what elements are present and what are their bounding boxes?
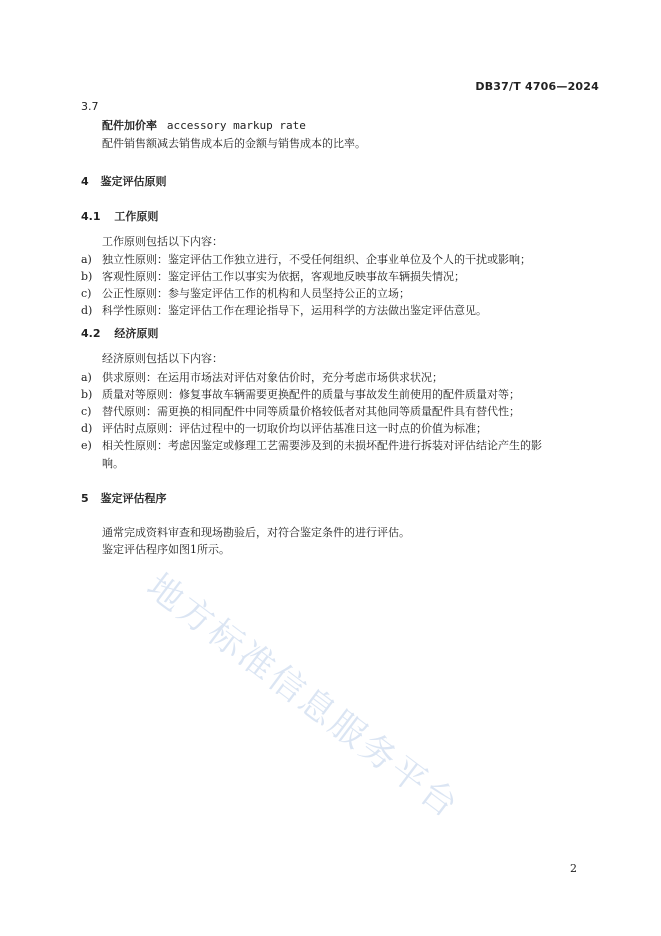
list-item <box>81 253 531 267</box>
list-item-label: b) <box>81 388 93 401</box>
section-title: 鉴定评估原则 <box>100 175 167 188</box>
list-item-text: 替代原则：需更换的相同配件中同等质量价格较低者对其他同等质量配件具有替代性； <box>102 405 520 418</box>
subsection-heading <box>81 210 158 224</box>
term-zh: 配件加价率 <box>102 119 157 132</box>
list-item-label: d) <box>81 304 93 317</box>
list-item-label: b) <box>81 270 93 283</box>
paragraph: 鉴定评估程序如图1所示。 <box>102 543 230 556</box>
clause-number: 3.7 <box>81 100 99 113</box>
paragraph: 通常完成资料审查和现场勘验后，对符合鉴定条件的进行评估。 <box>102 526 410 539</box>
subsection-number: 4.1 <box>81 210 101 223</box>
list-item-text: 质量对等原则：修复事故车辆需要更换配件的质量与事故发生前使用的配件质量对等； <box>102 388 520 401</box>
list-item-continuation: 响。 <box>102 457 124 470</box>
list-item <box>81 422 487 436</box>
watermark: 地方标准信息服务平台 <box>139 566 467 828</box>
document-code: DB37/T 4706—2024 <box>475 80 599 93</box>
paragraph: 经济原则包括以下内容： <box>102 352 223 365</box>
section-number: 4 <box>81 175 89 188</box>
list-item-text: 供求原则：在运用市场法对评估对象估价时，充分考虑市场供求状况； <box>102 371 443 384</box>
subsection-title: 经济原则 <box>114 327 159 340</box>
list-item-text: 评估时点原则：评估过程中的一切取价均以评估基准日这一时点的价值为标准； <box>102 422 487 435</box>
page-number: 2 <box>570 862 577 875</box>
list-item-text: 科学性原则：鉴定评估工作在理论指导下，运用科学的方法做出鉴定评估意见。 <box>102 304 487 317</box>
list-item-label: a) <box>81 253 92 266</box>
list-item-label: c) <box>81 405 92 418</box>
list-item <box>81 439 542 453</box>
term-heading <box>102 119 306 133</box>
list-item-text: 独立性原则：鉴定评估工作独立进行，不受任何组织、企事业单位及个人的干扰或影响； <box>102 253 531 266</box>
list-item-label: a) <box>81 371 92 384</box>
section-title: 鉴定评估程序 <box>100 492 167 505</box>
section-heading <box>81 492 167 506</box>
term-en: accessory markup rate <box>166 119 306 132</box>
list-item <box>81 371 443 385</box>
paragraph: 工作原则包括以下内容： <box>102 235 223 248</box>
list-item-text: 公正性原则：参与鉴定评估工作的机构和人员坚持公正的立场； <box>102 287 410 300</box>
section-heading <box>81 175 167 189</box>
list-item <box>81 287 410 301</box>
list-item <box>81 405 520 419</box>
subsection-number: 4.2 <box>81 327 101 340</box>
subsection-heading <box>81 327 158 341</box>
list-item <box>81 388 520 402</box>
list-item-label: c) <box>81 287 92 300</box>
term-definition: 配件销售额减去销售成本后的金额与销售成本的比率。 <box>102 137 366 150</box>
list-item-label: d) <box>81 422 93 435</box>
list-item-text: 客观性原则：鉴定评估工作以事实为依据，客观地反映事故车辆损失情况； <box>102 270 465 283</box>
section-number: 5 <box>81 492 89 505</box>
list-item-text: 相关性原则：考虑因鉴定或修理工艺需要涉及到的未损坏配件进行拆装对评估结论产生的影 <box>102 439 542 452</box>
list-item <box>81 304 487 318</box>
subsection-title: 工作原则 <box>114 210 159 223</box>
list-item <box>81 270 465 284</box>
list-item-label: e) <box>81 439 92 452</box>
